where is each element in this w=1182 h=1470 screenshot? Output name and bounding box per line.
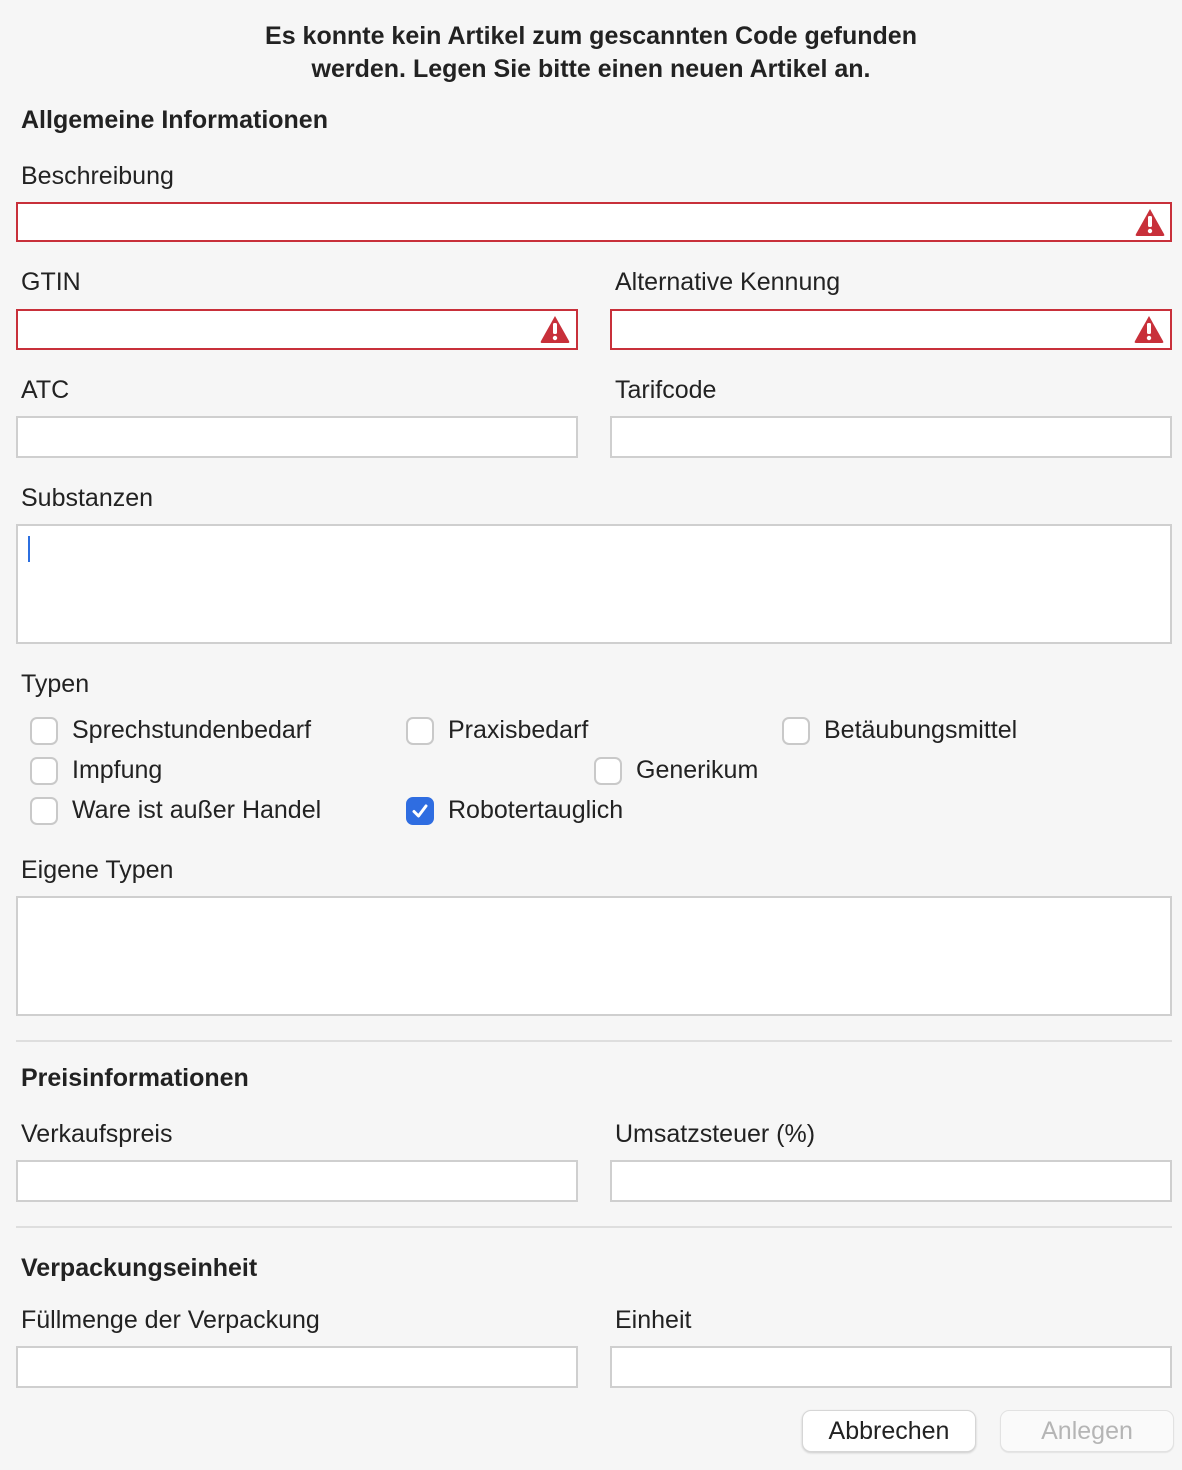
verkaufspreis-label: Verkaufspreis <box>21 1120 173 1148</box>
info-message <box>0 20 1182 86</box>
section-title-price: Preisinformationen <box>21 1064 249 1092</box>
checkbox-box[interactable] <box>30 717 58 745</box>
checkbox-ausser-handel[interactable] <box>30 796 321 825</box>
einheit-input[interactable] <box>610 1346 1172 1388</box>
checkbox-label: Robotertauglich <box>448 796 624 824</box>
gtin-label: GTIN <box>21 268 81 296</box>
create-button[interactable]: Anlegen <box>1000 1410 1174 1452</box>
section-title-general: Allgemeine Informationen <box>21 106 328 134</box>
checkbox-praxisbedarf[interactable] <box>406 716 588 745</box>
checkbox-box[interactable] <box>406 717 434 745</box>
checkbox-label: Sprechstundenbedarf <box>72 716 312 744</box>
checkbox-betaeubungsmittel[interactable] <box>782 716 1017 745</box>
cancel-button[interactable]: Abbrechen <box>802 1410 976 1452</box>
checkbox-label: Praxisbedarf <box>448 716 589 744</box>
checkbox-box[interactable] <box>30 797 58 825</box>
gtin-input[interactable] <box>16 309 578 350</box>
checkbox-label: Betäubungsmittel <box>824 716 1018 744</box>
atc-label: ATC <box>21 376 70 404</box>
umsatzsteuer-input[interactable] <box>610 1160 1172 1202</box>
substanzen-label: Substanzen <box>21 484 154 512</box>
eigene-typen-textarea[interactable] <box>16 896 1172 1016</box>
atc-input[interactable] <box>16 416 578 458</box>
checkbox-generikum[interactable] <box>594 756 758 785</box>
section-title-packaging: Verpackungseinheit <box>21 1254 258 1282</box>
fuellmenge-input[interactable] <box>16 1346 578 1388</box>
checkbox-box[interactable] <box>782 717 810 745</box>
tarifcode-label: Tarifcode <box>615 376 717 404</box>
info-message-line-2: werden. Legen Sie bitte einen neuen Artikel an. <box>311 55 871 83</box>
checkbox-box[interactable] <box>30 757 58 785</box>
checkbox-impfung[interactable] <box>30 756 162 785</box>
umsatzsteuer-label: Umsatzsteuer (%) <box>615 1120 816 1148</box>
tarifcode-input[interactable] <box>610 416 1172 458</box>
alt-kennung-label: Alternative Kennung <box>615 268 841 296</box>
checkbox-label: Generikum <box>636 756 759 784</box>
checkmark-icon <box>410 801 430 821</box>
section-divider <box>16 1040 1172 1042</box>
checkbox-box[interactable] <box>594 757 622 785</box>
checkbox-robotertauglich[interactable] <box>406 796 623 825</box>
verkaufspreis-input[interactable] <box>16 1160 578 1202</box>
warning-icon <box>539 314 571 344</box>
checkbox-label: Ware ist außer Handel <box>72 796 322 824</box>
section-divider <box>16 1226 1172 1228</box>
warning-icon <box>1134 207 1166 237</box>
alt-kennung-input[interactable] <box>610 309 1172 350</box>
einheit-label: Einheit <box>615 1306 692 1334</box>
warning-icon <box>1133 314 1165 344</box>
substanzen-textarea[interactable] <box>16 524 1172 644</box>
info-message-line-1: Es konnte kein Artikel zum gescannten Code gefunden <box>265 22 917 50</box>
typen-label: Typen <box>21 670 90 698</box>
beschreibung-input[interactable] <box>16 202 1172 242</box>
beschreibung-label: Beschreibung <box>21 162 174 190</box>
checkbox-label: Impfung <box>72 756 163 784</box>
text-cursor <box>28 536 30 562</box>
checkbox-box[interactable] <box>406 797 434 825</box>
eigene-typen-label: Eigene Typen <box>21 856 174 884</box>
checkbox-sprechstundenbedarf[interactable] <box>30 716 311 745</box>
fuellmenge-label: Füllmenge der Verpackung <box>21 1306 320 1334</box>
